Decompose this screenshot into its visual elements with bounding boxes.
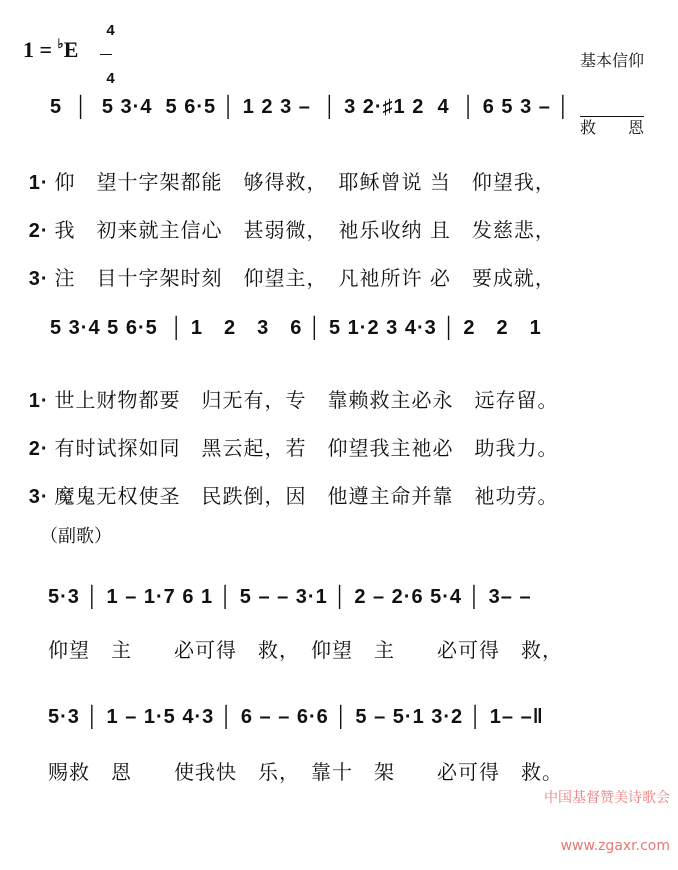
chorus-line1-notes: 5·3 │ 1 – 1·7 6 1 │ 5 – – 3·1 │ 2 – 2·6 5·4 │ 3– – (48, 586, 532, 608)
section1-lyric-verse1 (14, 142, 556, 195)
lyric-text: 有时试探如同 黑云起，若 仰望我主祂必 助我力。 (54, 436, 559, 460)
section2-lyric-verse2 (14, 408, 559, 461)
key-signature (12, 10, 78, 63)
watermark-site-name: 中国基督赞美诗歌会 (544, 790, 670, 806)
chorus-line2-notes: 5·3 │ 1 – 1·5 4·3 │ 6 – – 6·6 │ 5 – 5·1 3·2 │ 1– –‖ (48, 706, 544, 728)
lyric-text: 仰 望十字架都能 够得救， 耶稣曾说 当 仰望我， (54, 170, 556, 194)
chorus-label: （副歌） (40, 526, 112, 547)
category-subtitle: 救 恩 (579, 118, 644, 137)
meter-bar (100, 54, 112, 55)
lyric-text: 世上财物都要 归无有，专 靠赖救主必永 远存留。 (54, 388, 559, 412)
flat-sign: ♭ (57, 36, 64, 51)
key-prefix: 1 = (23, 37, 58, 62)
meter-bottom: 4 (106, 70, 115, 87)
chorus-line1-lyrics: 仰望 主 必可得 救， 仰望 主 必可得 救， (48, 638, 563, 662)
watermark-url: www.zgaxr.com (560, 838, 670, 854)
verse-number: 3· (28, 268, 49, 290)
category-tag (580, 6, 644, 161)
verse-number: 2· (28, 220, 49, 242)
section2-lyric-verse1 (14, 360, 559, 413)
section2-notes: 5 3·4 5 6·5 │ 1 2 3 6 │ 5 1·2 3 4·3 │ 2 2 1 (50, 317, 542, 339)
verse-number: 1· (28, 390, 49, 412)
verse-number: 3· (28, 486, 49, 508)
section1-notes: 5 │ 5 3·4 5 6·5 │ 1 2 3 – │ 3 2·♯1 2 4 │ 6 5 3 – │ (50, 96, 571, 118)
verse-number: 2· (28, 438, 49, 460)
lyric-text: 魔鬼无权使圣 民跌倒，因 他遵主命并靠 祂功劳。 (54, 484, 559, 508)
lyric-text: 我 初来就主信心 甚弱微， 祂乐收纳 且 发慈悲， (54, 218, 556, 242)
time-signature (98, 8, 115, 86)
chorus-line2-lyrics: 赐救 恩 使我快 乐， 靠十 架 必可得 救。 (48, 760, 563, 784)
section1-lyric-verse3 (14, 238, 556, 291)
key-note: E (63, 37, 79, 62)
verse-number: 1· (28, 172, 49, 194)
section1-lyric-verse2 (14, 190, 556, 243)
meter-top: 4 (106, 22, 115, 39)
category-title: 基本信仰 (579, 51, 644, 70)
section2-lyric-verse3 (14, 456, 559, 509)
lyric-text: 注 目十字架时刻 仰望主， 凡祂所许 必 要成就， (54, 266, 556, 290)
watermark (544, 758, 670, 870)
